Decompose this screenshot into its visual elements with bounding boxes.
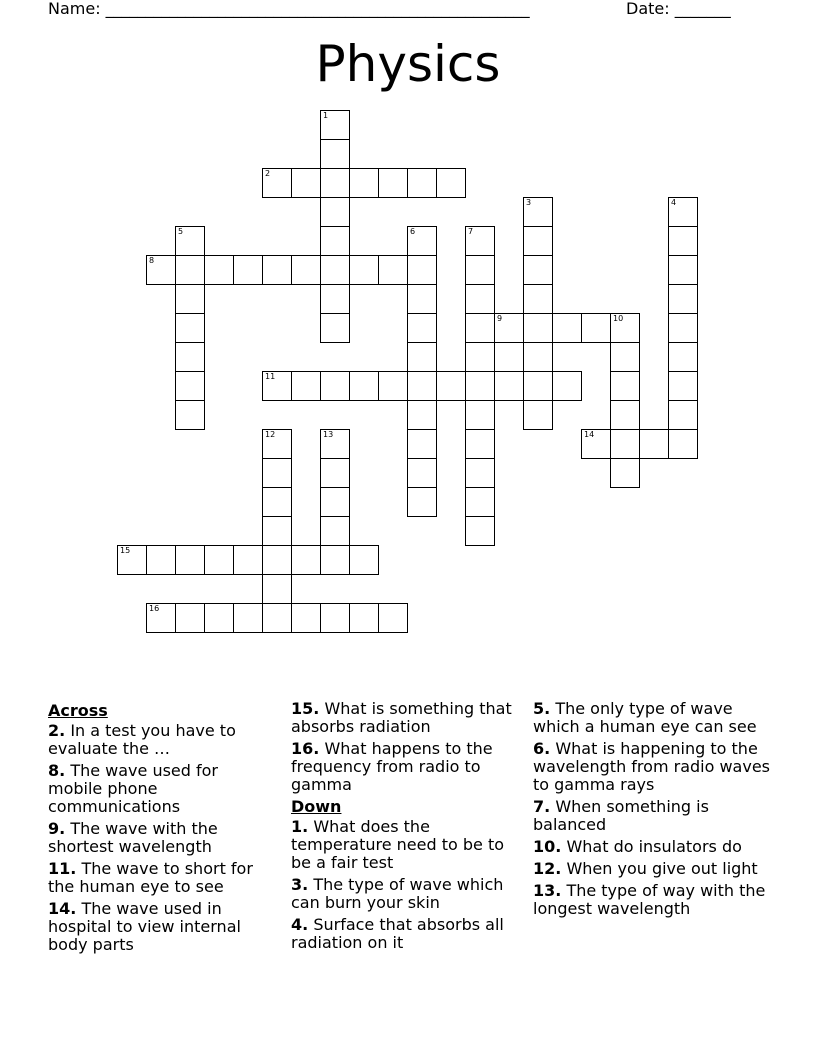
grid-cell[interactable] [262,458,292,488]
grid-cell[interactable] [320,458,350,488]
grid-cell[interactable] [407,168,437,198]
grid-cell[interactable] [320,255,350,285]
grid-cell[interactable] [407,487,437,517]
grid-cell[interactable] [610,342,640,372]
clue-number-label: 1 [323,111,329,120]
grid-cell[interactable] [175,255,205,285]
grid-cell[interactable] [175,371,205,401]
grid-cell[interactable] [523,313,553,343]
clue-number-label: 13 [323,430,334,439]
grid-cell[interactable] [668,284,698,314]
grid-cell[interactable] [610,429,640,459]
clue-down-5: 5. The only type of wave which a human eye can see [533,699,757,736]
grid-cell[interactable] [378,603,408,633]
grid-cell[interactable] [320,371,350,401]
clue-number-label: 2 [265,169,271,178]
grid-cell[interactable] [291,603,321,633]
grid-cell[interactable] [407,284,437,314]
grid-cell[interactable] [320,545,350,575]
clue-number-label: 15 [120,546,131,555]
grid-cell[interactable] [349,168,379,198]
page-title: Physics [315,35,501,93]
clue-number-label: 7 [468,227,474,236]
grid-cell[interactable] [523,371,553,401]
clue-down-10: 10. What do insulators do [533,837,742,856]
grid-cell[interactable] [407,458,437,488]
grid-cell[interactable] [523,284,553,314]
grid-cell[interactable] [465,458,495,488]
grid-cell[interactable] [407,255,437,285]
grid-cell[interactable] [465,429,495,459]
grid-cell[interactable] [494,371,524,401]
grid-cell[interactable] [465,313,495,343]
grid-cell[interactable] [523,226,553,256]
clue-number-label: 14 [584,430,595,439]
grid-cell[interactable] [610,371,640,401]
grid-cell[interactable] [407,313,437,343]
grid-cell[interactable] [668,371,698,401]
grid-cell[interactable] [668,342,698,372]
clues-column-1 [48,700,276,958]
clues-column-2 [291,700,521,956]
grid-cell[interactable] [349,255,379,285]
clue-number-label: 3 [526,198,532,207]
grid-cell[interactable] [668,400,698,430]
clue-across-14: 14. The wave used in hospital to view internal body parts [48,899,241,954]
clue-number-label: 16 [149,604,160,613]
grid-cell[interactable] [320,168,350,198]
grid-cell[interactable] [465,516,495,546]
clue-number-label: 9 [497,314,503,323]
grid-cell[interactable] [233,255,263,285]
grid-cell[interactable] [291,545,321,575]
grid-cell[interactable] [407,429,437,459]
grid-cell[interactable] [436,168,466,198]
grid-cell[interactable] [320,197,350,227]
grid-cell[interactable] [320,603,350,633]
name-field-label: Name: _____________________________________________________ [48,0,530,18]
grid-cell[interactable] [378,168,408,198]
clue-down-3: 3. The type of wave which can burn your skin [291,875,504,912]
grid-cell[interactable] [204,255,234,285]
grid-cell[interactable] [320,226,350,256]
clue-down-1: 1. What does the temperature need to be to be a fair test [291,817,505,872]
clue-number-label: 12 [265,430,276,439]
clue-across-16: 16. What happens to the frequency from radio to gamma [291,739,493,794]
grid-cell[interactable] [175,603,205,633]
grid-cell[interactable] [668,226,698,256]
date-field-label: Date: _______ [626,0,731,18]
grid-cell[interactable] [552,371,582,401]
grid-cell[interactable] [465,487,495,517]
grid-cell[interactable] [262,603,292,633]
grid-cell[interactable] [349,371,379,401]
grid-cell[interactable] [291,371,321,401]
grid-cell[interactable] [465,284,495,314]
clue-number-label: 4 [671,198,677,207]
grid-cell[interactable] [175,313,205,343]
grid-cell[interactable] [610,400,640,430]
grid-cell[interactable] [523,255,553,285]
grid-cell[interactable] [204,603,234,633]
grid-cell[interactable] [378,255,408,285]
grid-cell[interactable] [175,342,205,372]
grid-cell[interactable] [668,429,698,459]
clue-across-2: 2. In a test you have to evaluate the … [48,721,236,758]
grid-cell[interactable] [291,255,321,285]
grid-cell[interactable] [639,429,669,459]
grid-cell[interactable] [262,487,292,517]
grid-cell[interactable] [320,516,350,546]
grid-cell[interactable] [262,516,292,546]
clue-down-7: 7. When something is balanced [533,797,709,834]
grid-cell[interactable] [204,545,234,575]
clue-number-label: 11 [265,372,276,381]
grid-cell[interactable] [465,342,495,372]
clue-down-12: 12. When you give out light [533,859,758,878]
grid-cell[interactable] [523,342,553,372]
across-heading: Across [48,701,108,720]
clue-number-label: 10 [613,314,624,323]
grid-cell[interactable] [320,487,350,517]
grid-cell[interactable] [320,284,350,314]
grid-cell[interactable] [465,400,495,430]
grid-cell[interactable] [175,284,205,314]
grid-cell[interactable] [146,545,176,575]
grid-cell[interactable] [407,342,437,372]
clue-across-11: 11. The wave to short for the human eye to see [48,859,253,896]
grid-cell[interactable] [523,400,553,430]
clue-across-15: 15. What is something that absorbs radiation [291,699,512,736]
grid-cell[interactable] [465,371,495,401]
down-heading: Down [291,797,342,816]
grid-cell[interactable] [291,168,321,198]
grid-cell[interactable] [175,400,205,430]
grid-cell[interactable] [262,545,292,575]
grid-cell[interactable] [407,371,437,401]
grid-cell[interactable] [233,603,263,633]
clues-column-3 [533,700,773,922]
grid-cell[interactable] [349,545,379,575]
clue-number-label: 5 [178,227,184,236]
grid-cell[interactable] [378,371,408,401]
grid-cell[interactable] [668,255,698,285]
grid-cell[interactable] [262,574,292,604]
grid-cell[interactable] [349,603,379,633]
clue-number-label: 6 [410,227,416,236]
grid-cell[interactable] [262,255,292,285]
grid-cell[interactable] [581,313,611,343]
clue-number-label: 8 [149,256,155,265]
clue-across-9: 9. The wave with the shortest wavelength [48,819,218,856]
grid-cell[interactable] [552,313,582,343]
grid-cell[interactable] [233,545,263,575]
grid-cell[interactable] [407,400,437,430]
grid-cell[interactable] [320,313,350,343]
grid-cell[interactable] [436,371,466,401]
grid-cell[interactable] [465,255,495,285]
clue-across-8: 8. The wave used for mobile phone communications [48,761,219,816]
grid-cell[interactable] [175,545,205,575]
grid-cell[interactable] [320,139,350,169]
grid-cell[interactable] [610,458,640,488]
clue-down-6: 6. What is happening to the wavelength from radio waves to gamma rays [533,739,771,794]
grid-cell[interactable] [668,313,698,343]
clue-down-13: 13. The type of way with the longest wavelength [533,881,766,918]
clue-down-4: 4. Surface that absorbs all radiation on it [291,915,504,952]
